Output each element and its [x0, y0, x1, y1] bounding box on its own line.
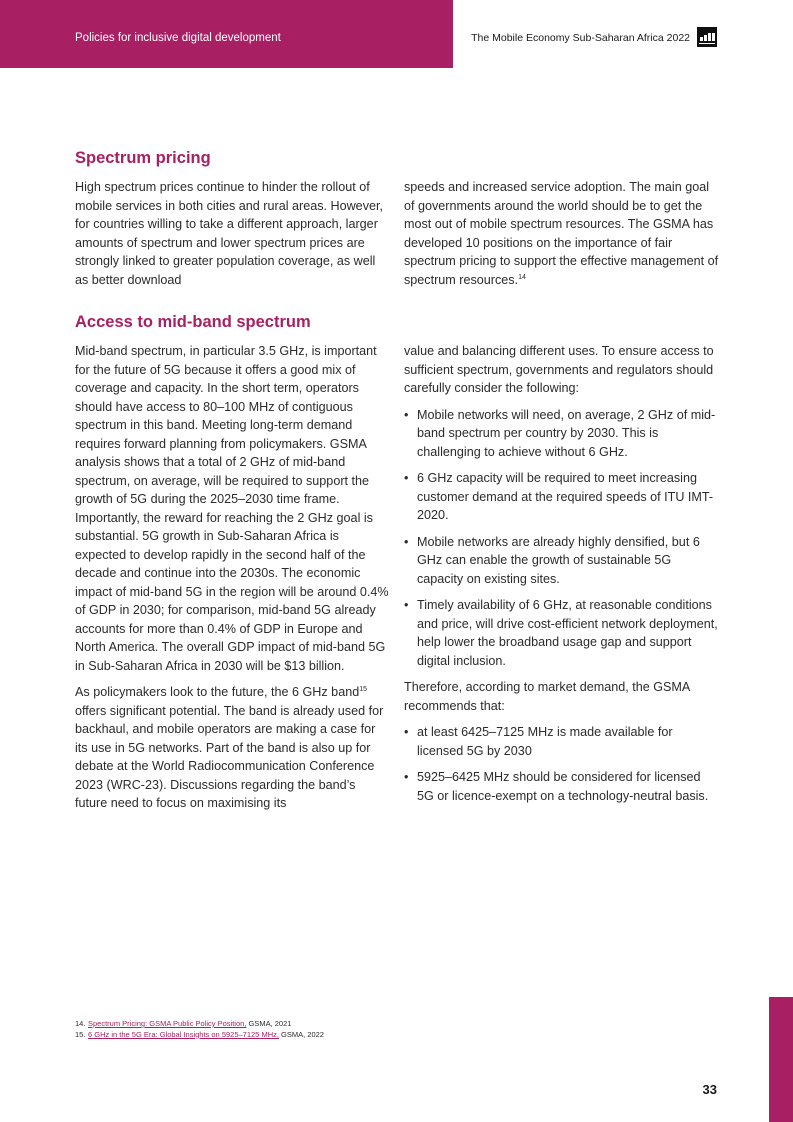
header-band [0, 0, 453, 68]
paragraph: speeds and increased service adoption. The main goal of governments around the world should be to get the most out of mobile spectrum resources. The GSMA has developed 10 positions on the importance of fair spectrum pricing to support the effective management of spectrum resources.$^{14}$ [404, 180, 719, 287]
spectrum-pricing-right-column [404, 178, 719, 289]
list-item: • 5925–6425 MHz should be considered for licensed 5G or licence-exempt on a technology-neutral basis. [404, 768, 719, 805]
mid-band-right-column [404, 342, 719, 813]
paragraph: High spectrum prices continue to hinder the rollout of mobile services in both cities and rural areas. However, for countries willing to take a different approach, larger amounts of spectrum and lower spectrum prices are strongly linked to greater population coverage, as well as better download [75, 180, 383, 287]
paragraph: As policymakers look to the future, the 6 GHz band$^{15}$ offers significant potential. The band is already used for backhaul, and mobile operators are making a case for its use in 5G networks. Part of the band is also up for debate at the World Radiocommunication Conference 2023 (WRC-23). Discussions regarding the band’s future need to focus on maximising its [75, 685, 384, 810]
recommendations-list [404, 723, 719, 805]
footnote-ref: 14 [518, 273, 526, 281]
footnotes [75, 1019, 324, 1040]
spectrum-pricing-heading: Spectrum pricing [75, 149, 211, 167]
mid-band-left-column [75, 342, 391, 813]
paragraph: Therefore, according to market demand, the GSMA recommends that: [404, 680, 690, 713]
list-item: • 6 GHz capacity will be required to meet increasing customer demand at the required speeds of ITU IMT-2020. [404, 469, 719, 525]
considerations-list [404, 406, 719, 671]
gsma-logo-icon [697, 27, 717, 47]
paragraph: Mid-band spectrum, in particular 3.5 GHz, is important for the future of 5G because it offers a good mix of coverage and capacity. In the short term, operators should have access to 80–100 MHz of contiguous spectrum in this band. Meeting long-term demand requires forward planning from policymakers. GSMA analysis shows that a total of 2 GHz of mid-band spectrum, on average, will be required to support the growth of 5G during the 2025–2030 time frame. Importantly, the reward for reaching the 2 GHz goal is substantial. 5G growth in Sub-Saharan Africa is expected to develop rapidly in the second half of the decade and continue into the 2030s. The economic impact of mid-band 5G in the region will be around 0.4% of GDP in 2030; for comparison, mid-band 5G already accounts for more than 0.4% of GDP in Europe and North America. The overall GDP impact of mid-band 5G in Sub-Saharan Africa in 2030 will be $13 billion. [75, 344, 389, 673]
list-item: • Mobile networks will need, on average, 2 GHz of mid-band spectrum per country by 2030. This is challenging to achieve without 6 GHz. [404, 406, 719, 462]
page-number: 33 [702, 1082, 717, 1097]
footnote: 15. 6 GHz in the 5G Era: Global Insights on 5925–7125 MHz, GSMA, 2022 [75, 1029, 324, 1039]
paragraph: value and balancing different uses. To ensure access to sufficient spectrum, governments and regulators should carefully consider the following: [404, 344, 714, 395]
list-item: • Timely availability of 6 GHz, at reasonable conditions and price, will drive cost-efficient network deployment, help lower the broadband usage gap and support digital inclusion. [404, 596, 719, 670]
footnote-link[interactable]: 6 GHz in the 5G Era: Global Insights on 5925–7125 MHz, [88, 1029, 279, 1039]
mid-band-heading: Access to mid-band spectrum [75, 313, 311, 331]
list-item: • Mobile networks are already highly densified, but 6 GHz can enable the growth of sustainable 5G capacity on existing sites. [404, 533, 719, 589]
report-title: The Mobile Economy Sub-Saharan Africa 2022 [471, 32, 690, 44]
footnote-ref: 15 [359, 685, 367, 693]
section-title: Policies for inclusive digital development [75, 32, 281, 44]
footnote-link[interactable]: Spectrum Pricing: GSMA Public Policy Position, [88, 1019, 247, 1028]
spectrum-pricing-left-column [75, 178, 385, 289]
footnote: 14. Spectrum Pricing: GSMA Public Policy Position, GSMA, 2021 [75, 1019, 292, 1028]
list-item: • at least 6425–7125 MHz is made available for licensed 5G by 2030 [404, 723, 719, 760]
side-accent-bar [769, 997, 793, 1122]
